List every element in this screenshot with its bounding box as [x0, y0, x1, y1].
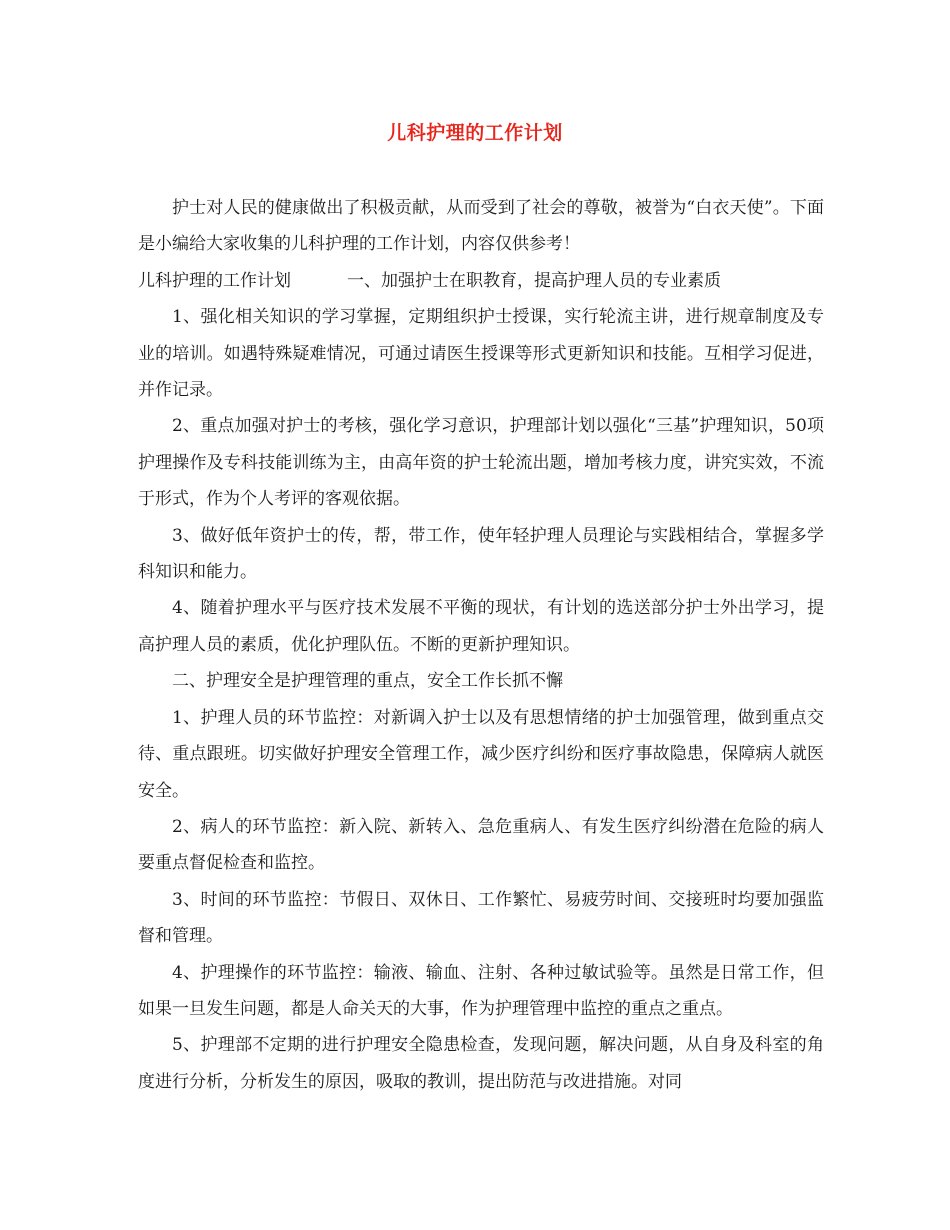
paragraph-1-3: 3、做好低年资护士的传，帮，带工作，使年轻护理人员理论与实践相结合，掌握多学科知识和能力。 — [138, 525, 824, 583]
paragraph-2-4: 4、护理操作的环节监控：输液、输血、注射、各种过敏试验等。虽然是日常工作，但如果一旦发生问题，都是人命关天的大事，作为护理管理中监控的重点之重点。 — [138, 962, 824, 1019]
paragraph-2-2: 2、病人的环节监控：新入院、新转入、急危重病人、有发生医疗纠纷潜在危险的病人要重点督促检查和监控。 — [138, 816, 824, 874]
document-title: 儿科护理的工作计划 — [387, 122, 563, 144]
paragraph-1-4: 4、随着护理水平与医疗技术发展不平衡的现状，有计划的选送部分护士外出学习，提高护理人员的素质，优化护理队伍。不断的更新护理知识。 — [138, 598, 824, 655]
paragraph-2-1: 1、护理人员的环节监控：对新调入护士以及有思想情绪的护士加强管理，做到重点交待、重点跟班。切实做好护理安全管理工作，减少医疗纠纷和医疗事故隐患，保障病人就医安全。 — [138, 707, 824, 801]
heading-line — [138, 263, 824, 299]
document-body — [138, 190, 824, 1100]
intro-paragraph: 护士对人民的健康做出了积极贡献，从而受到了社会的尊敬，被誉为“白衣天使”。下面是小编给大家收集的儿科护理的工作计划，内容仅供参考！ — [138, 198, 824, 255]
paragraph-1-2: 2、重点加强对护士的考核，强化学习意识，护理部计划以强化“三基”护理知识，50项护理操作及专科技能训练为主，由高年资的护士轮流出题，增加考核力度，讲究实效，不流于形式，作为个人考评的客观依据。 — [138, 416, 824, 510]
paragraph-2-3: 3、时间的环节监控：节假日、双休日、工作繁忙、易疲劳时间、交接班时均要加强监督和管理。 — [138, 889, 824, 947]
section-heading-1: 一、加强护士在职教育，提高护理人员的专业素质 — [347, 270, 721, 291]
paragraph-1-1: 1、强化相关知识的学习掌握，定期组织护士授课，实行轮流主讲，进行规章制度及专业的培训。如遇特殊疑难情况，可通过请医生授课等形式更新知识和技能。互相学习促进，并作记录。 — [138, 307, 824, 401]
heading-line-left: 儿科护理的工作计划 — [138, 270, 291, 291]
paragraph-2-5: 5、护理部不定期的进行护理安全隐患检查，发现问题，解决问题，从自身及科室的角度进行分析，分析发生的原因，吸取的教训，提出防范与改进措施。对同 — [138, 1035, 824, 1092]
section-heading-2: 二、护理安全是护理管理的重点，安全工作长抓不懈 — [172, 671, 563, 692]
